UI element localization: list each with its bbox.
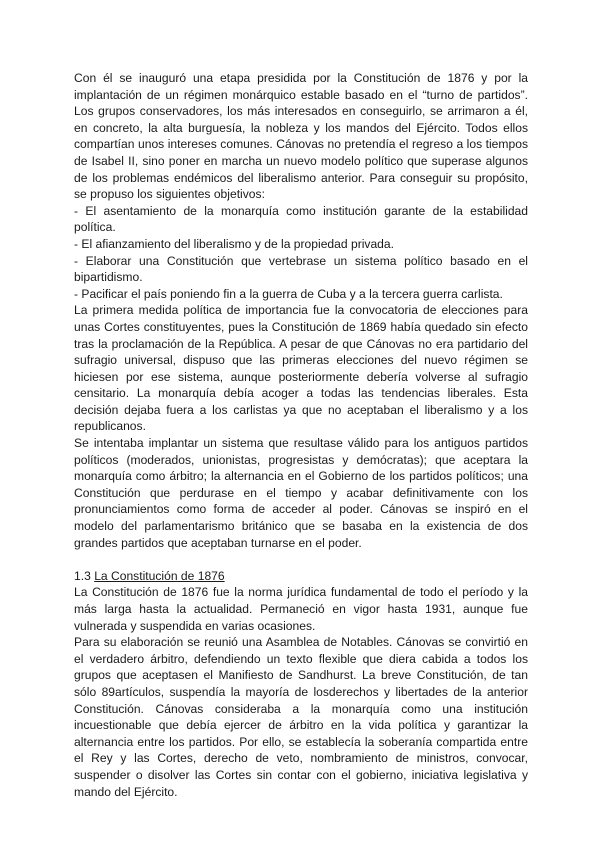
- objective-item: - El afianzamiento del liberalismo y de la propiedad privada.: [74, 236, 394, 251]
- objective-item: - Pacificar el país poniendo fin a la guerra de Cuba y a la tercera guerra carlista.: [74, 286, 503, 301]
- paragraph-intro: Con él se inauguró una etapa presidida por la Constitución de 1876 y por la implantación de un régimen monárquico estable basado en el “turno de partidos”. Los grupos conservadores, los más interesados en conseguirlo, se arrimaron a él, en concreto, la alta burguesía, la nobleza y los mandos del Ejército. Todos ellos compartían unos intereses comunes. Cánovas no pretendía el regreso a los tiempos de Isabel II, sino poner en marcha un nuevo modelo político que superase algunos de los problemas endémicos del liberalismo anterior. Para conseguir su propósito, se propuso los siguientes objetivos:: [74, 71, 528, 202]
- paragraph-elaboration: Para su elaboración se reunió una Asamblea de Notables. Cánovas se convirtió en el verdadero árbitro, defendiendo un texto flexible que diera cabida a todos los grupos que aceptasen el Manifiesto de Sandhurst. La breve Constitución, de tan sólo 89artículos, suspendía la mayoría de losderechos y libertades de la anterior Constitución. Cánovas consideraba a la monarquía como una institución incuestionable que debía ejercer de árbitro en la vida política y garantizar la alternancia entre los partidos. Por ello, se establecía la soberanía compartida entre el Rey y las Cortes, derecho de veto, nombramiento de ministros, convocar, suspender o disolver las Cortes sin contar con el gobierno, iniciativa legislativa y mando del Ejército.: [74, 635, 528, 799]
- document-page: [74, 70, 528, 800]
- paragraph-constitution: La Constitución de 1876 fue la norma jurídica fundamental de todo el período y la más larga hasta la actualidad. Permaneció en vigor hasta 1931, aunque fue vulnerada y suspendida en varias ocasiones.: [74, 585, 528, 633]
- section-spacer: [74, 551, 528, 568]
- objective-item: - El asentamiento de la monarquía como institución garante de la estabilidad política.: [74, 203, 528, 235]
- section-number: 1.3: [74, 568, 91, 583]
- paragraph-system: Se intentaba implantar un sistema que resultase válido para los antiguos partidos políticos (moderados, unionistas, progresistas y demócratas); que aceptara la monarquía como árbitro; la alternancia en el Gobierno de los partidos políticos; una Constitución que perdurase en el tiempo y acabar definitivamente con los pronunciamientos como forma de acceder al poder. Cánovas se inspiró en el modelo del parlamentarismo británico que se basaba en la existencia de dos grandes partidos que aceptaban turnarse en el poder.: [74, 436, 528, 550]
- paragraph-elections: La primera medida política de importancia fue la convocatoria de elecciones para unas Cortes constituyentes, pues la Constitución de 1869 había quedado sin efecto tras la proclamación de la República. A pesar de que Cánovas no era partidario del sufragio universal, dispuso que las primeras elecciones del nuevo régimen se hiciesen por ese sistema, aunque posteriormente debería volverse al sufragio censitario. La monarquía debía acoger a todas las tendencias liberales. Esta decisión dejaba fuera a los carlistas ya que no aceptaban el liberalismo y a los republicanos.: [74, 303, 528, 434]
- section-heading: [74, 568, 528, 585]
- section-title: La Constitución de 1876: [94, 568, 225, 583]
- objective-item: - Elaborar una Constitución que vertebrase un sistema político basado en el bipartidismo.: [74, 253, 528, 285]
